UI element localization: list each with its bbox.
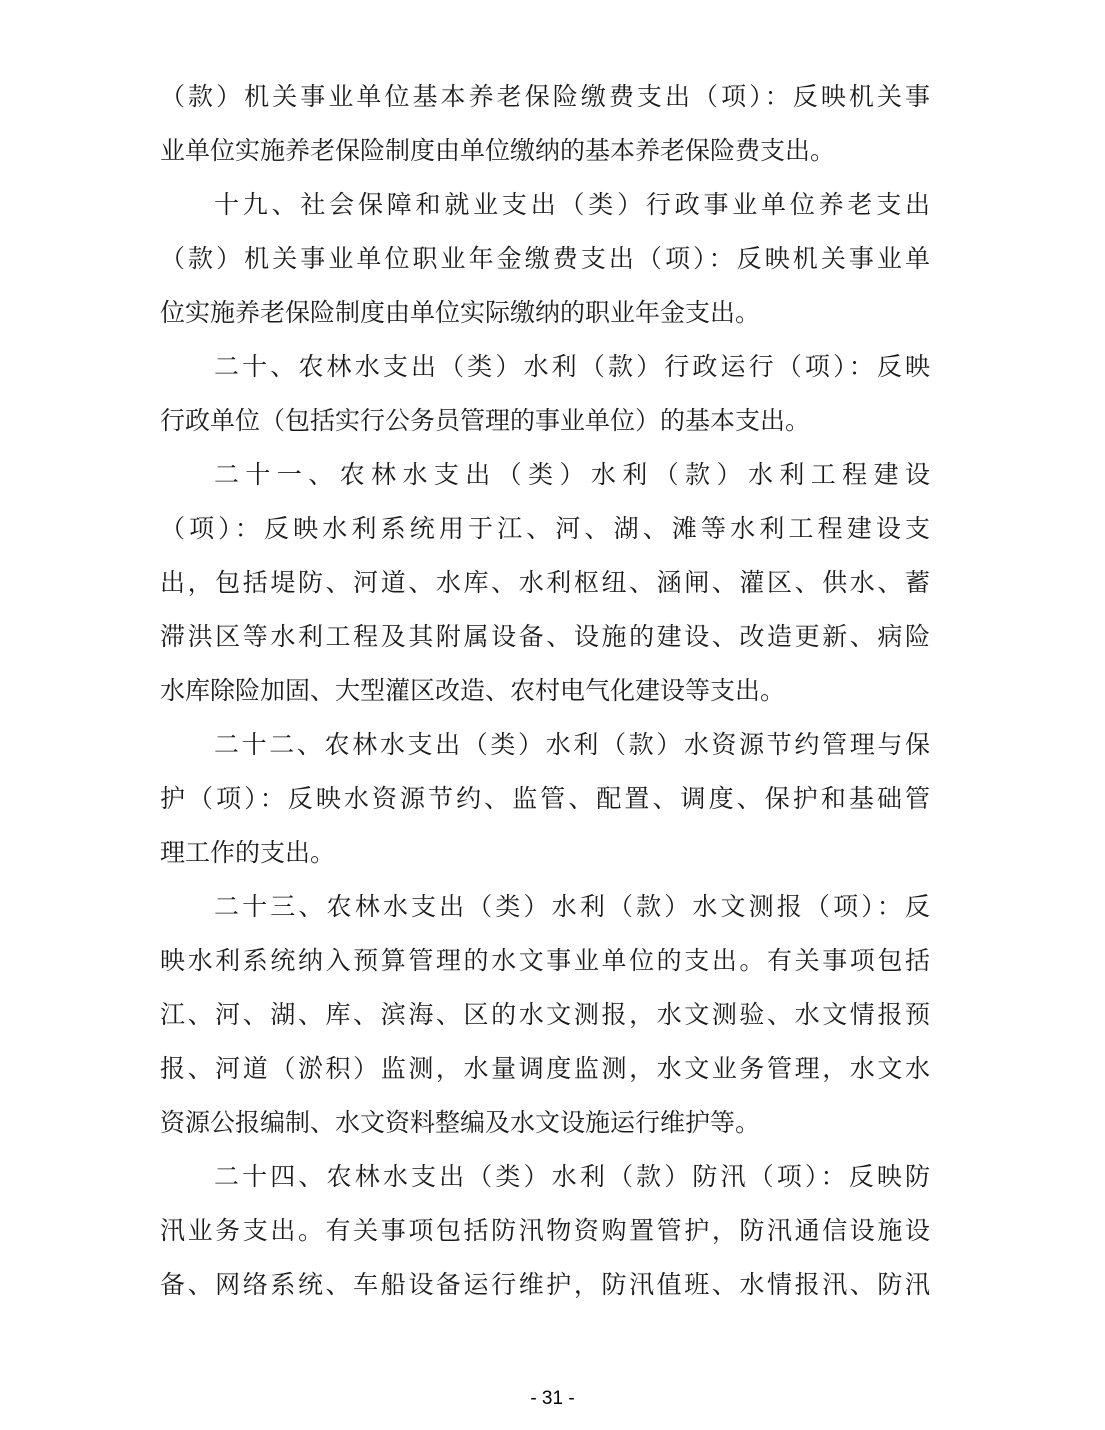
text-line: 理工作的支出。 bbox=[160, 838, 336, 867]
text-line: 备、网络系统、车船设备运行维护，防汛值班、水情报汛、防汛 bbox=[160, 1270, 930, 1299]
text-line: 映水利系统纳入预算管理的水文事业单位的支出。有关事项包括 bbox=[160, 946, 930, 975]
text-line: 二十二、农林水支出（类）水利（款）水资源节约管理与保 bbox=[214, 730, 930, 759]
text-line: 位实施养老保险制度由单位实际缴纳的职业年金支出。 bbox=[160, 298, 761, 327]
text-line: 十九、社会保障和就业支出（类）行政事业单位养老支出 bbox=[214, 190, 930, 219]
text-line: 报、河道（淤积）监测，水量调度监测，水文业务管理，水文水 bbox=[160, 1054, 930, 1083]
text-line: 二十、农林水支出（类）水利（款）行政运行（项）：反映 bbox=[214, 352, 930, 381]
text-line: 业单位实施养老保险制度由单位缴纳的基本养老保险费支出。 bbox=[160, 136, 836, 165]
text-line: 滞洪区等水利工程及其附属设备、设施的建设、改造更新、病险 bbox=[160, 622, 930, 651]
text-line: 资源公报编制、水文资料整编及水文设施运行维护等。 bbox=[160, 1108, 761, 1137]
text-line: 水库除险加固、大型灌区改造、农村电气化建设等支出。 bbox=[160, 676, 786, 705]
text-line: （款）机关事业单位职业年金缴费支出（项）：反映机关事业单 bbox=[160, 244, 930, 273]
page-number: - 31 - bbox=[530, 1388, 575, 1409]
text-line: 二十四、农林水支出（类）水利（款）防汛（项）：反映防 bbox=[214, 1162, 930, 1191]
text-line: 护（项）：反映水资源节约、监管、配置、调度、保护和基础管 bbox=[160, 784, 930, 813]
text-line: （款）机关事业单位基本养老保险缴费支出（项）：反映机关事 bbox=[160, 82, 930, 111]
text-line: 二十一、农林水支出（类）水利（款）水利工程建设 bbox=[214, 460, 930, 489]
text-line: 汛业务支出。有关事项包括防汛物资购置管护，防汛通信设施设 bbox=[160, 1216, 930, 1245]
text-line: 行政单位（包括实行公务员管理的事业单位）的基本支出。 bbox=[160, 406, 811, 435]
document-body bbox=[160, 70, 930, 1312]
text-line: （项）：反映水利系统用于江、河、湖、滩等水利工程建设支 bbox=[160, 514, 930, 543]
text-line: 江、河、湖、库、滨海、区的水文测报，水文测验、水文情报预 bbox=[160, 1000, 930, 1029]
text-line: 二十三、农林水支出（类）水利（款）水文测报（项）：反 bbox=[214, 892, 930, 921]
text-line: 出，包括堤防、河道、水库、水利枢纽、涵闸、灌区、供水、蓄 bbox=[160, 568, 930, 597]
